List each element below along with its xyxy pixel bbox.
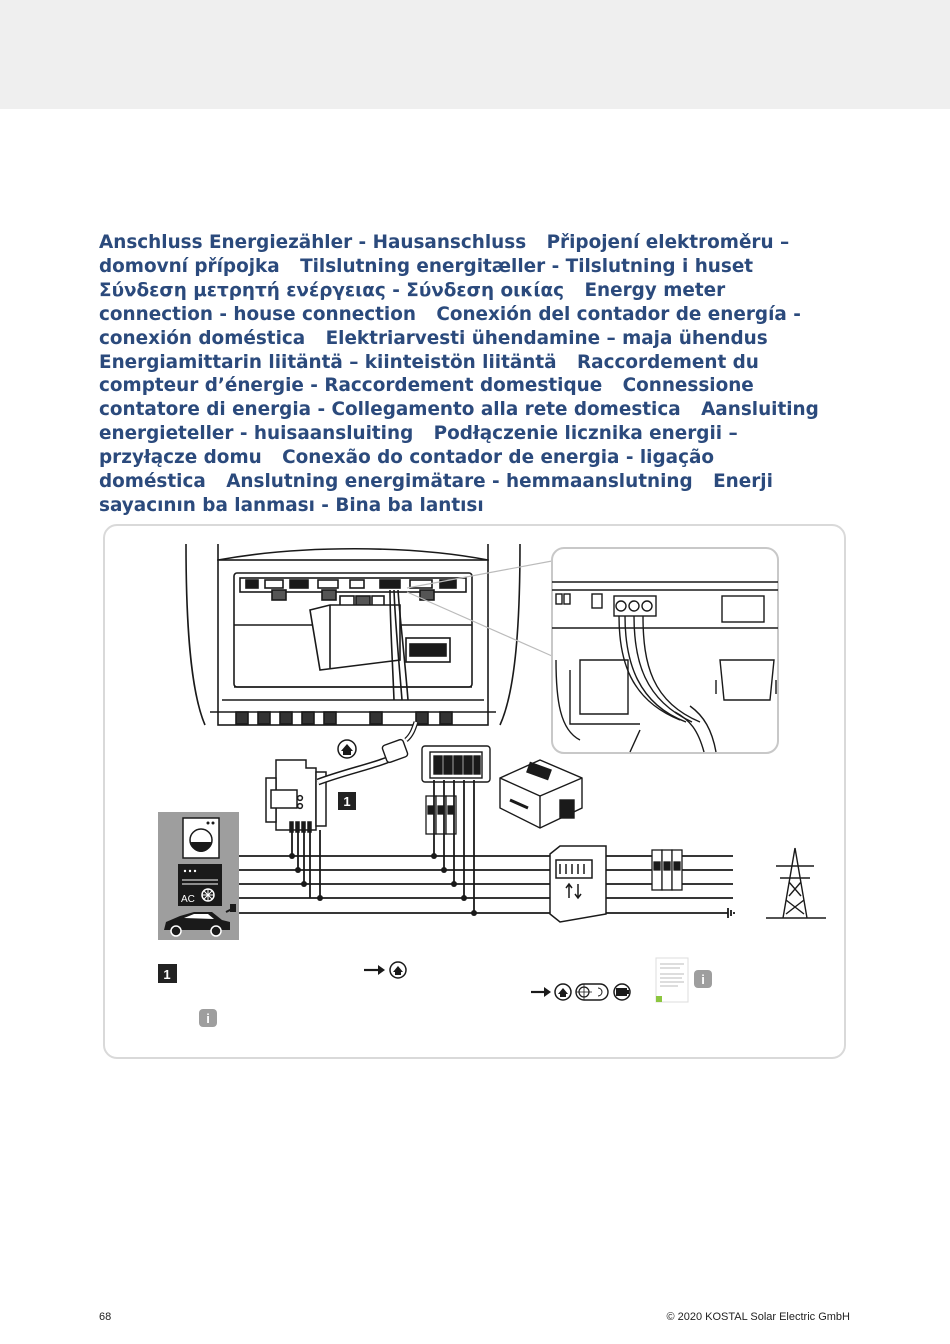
svg-text:i: i <box>206 1011 210 1026</box>
heading-segment: Podłączenie licznika energii – przyłącze domu <box>99 423 738 469</box>
info-icon <box>199 1009 217 1027</box>
heading-segment: Connessione contatore di energia - Collegamento alla rete domestica <box>99 375 754 421</box>
washing-machine-icon <box>183 818 219 858</box>
air-conditioner-icon <box>178 864 222 906</box>
copyright-notice: © 2020 KOSTAL Solar Electric GmbH <box>666 1311 850 1323</box>
circuit-breaker-right <box>652 850 682 890</box>
heading-segment: Anschluss Energiezähler - Hausanschluss <box>99 232 527 253</box>
svg-text:AC: AC <box>181 894 195 905</box>
heading-segment: Energy meter connection - house connection <box>99 279 726 325</box>
house-icon <box>555 984 571 1000</box>
page-number: 68 <box>99 1311 112 1323</box>
arrow-right-icon <box>364 965 385 975</box>
heading-segment: Enerji sayacının ba lanması - Bina ba lantısı <box>99 471 773 516</box>
terminal-block <box>422 746 490 782</box>
house-icon <box>338 740 356 758</box>
info-icon <box>694 970 712 988</box>
svg-text:1: 1 <box>343 794 351 809</box>
grid-meter-cabinet <box>550 846 606 922</box>
heading-segment: Energiamittarin liitäntä – kiinteistön liitäntä <box>99 351 557 373</box>
heading-segment: Conexión del contador de energía - conexión doméstica <box>99 303 801 349</box>
heading-segment: Raccordement du compteur d’énergie - Raccordement domestique <box>99 351 759 397</box>
arrow-right-icon <box>531 987 551 997</box>
zoom-detail-inset <box>552 548 778 753</box>
heading-segment: Conexão do contador de energia - ligação doméstica <box>99 447 715 493</box>
house-icon <box>390 962 406 978</box>
circuit-breaker-left <box>426 796 456 834</box>
callout-badge <box>338 792 356 810</box>
energy-meter-device <box>266 760 326 832</box>
svg-text:1: 1 <box>163 967 171 982</box>
battery-icon <box>614 984 630 1000</box>
heading-segment: Připojení elektroměru – domovní přípojka <box>99 232 790 277</box>
heading-segment: Aansluiting energieteller - huisaansluiting <box>99 399 819 445</box>
heading-segment: Anslutning energimätare - hemmaanslutning <box>226 471 693 493</box>
household-consumers-panel <box>158 812 239 940</box>
inverter-housing <box>186 544 520 725</box>
svg-text:i: i <box>701 972 705 987</box>
sun-icon <box>576 984 608 1000</box>
legend-badge <box>158 964 177 983</box>
document-thumbnail <box>656 958 688 1002</box>
heading-segment: Σύνδεση μετρητή ενέργειας - Σύνδεση οικίας <box>99 279 565 301</box>
heading-segment: Tilslutning energitæller - Tilslutning i huset <box>300 255 754 277</box>
grid-pylon-icon <box>766 848 826 918</box>
heading-segment: Elektriarvesti ühendamine – maja ühendus <box>325 327 768 349</box>
meter-data-cable <box>318 722 416 782</box>
battery-storage-unit <box>500 760 582 828</box>
